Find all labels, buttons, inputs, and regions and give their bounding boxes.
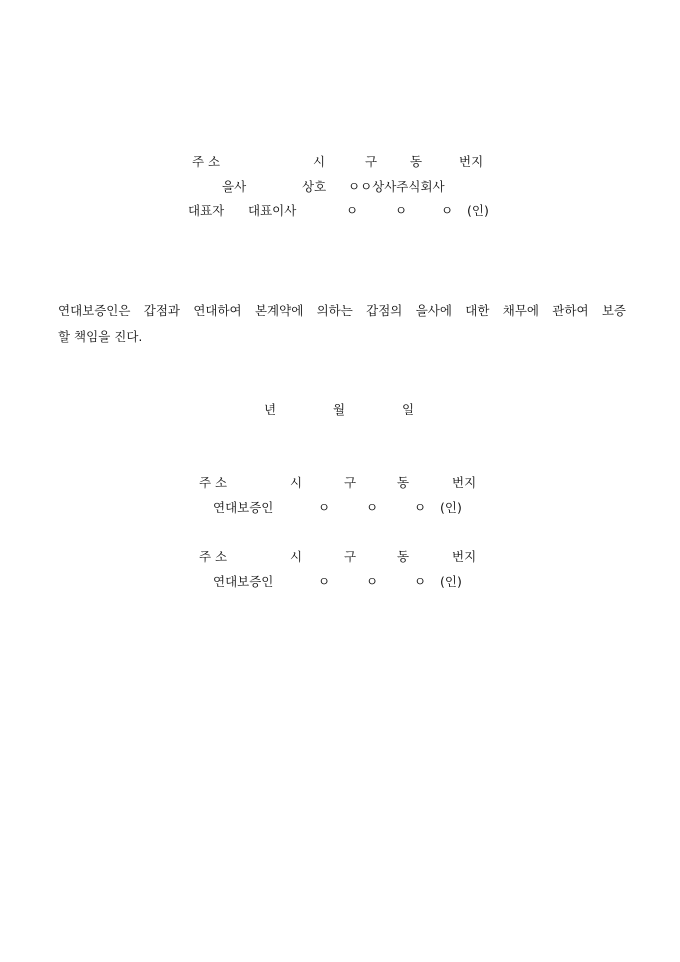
date-month: 월 [333, 402, 346, 417]
rep-title: 대표이사 [248, 203, 297, 218]
rep-name-2: ㅇ [395, 203, 408, 218]
rep-label: 대표자 [188, 203, 225, 218]
guarantor-2-name-1: ㅇ [318, 574, 331, 589]
address-label: 주 소 [192, 154, 221, 169]
guarantor-1-name-1: ㅇ [318, 500, 331, 515]
clause-line-2: 할 책임을 진다. [58, 329, 143, 344]
date-day: 일 [402, 402, 415, 417]
date-year: 년 [264, 402, 277, 417]
guarantor-2-dong: 동 [397, 549, 410, 564]
guarantor-1-name-2: ㅇ [366, 500, 379, 515]
guarantee-clause [58, 298, 626, 350]
guarantor-2-label: 연대보증인 [213, 574, 274, 589]
address-gu: 구 [365, 154, 378, 169]
guarantor-1-si: 시 [290, 475, 303, 490]
guarantor-2-address-label: 주 소 [199, 549, 228, 564]
rep-name-3: ㅇ [441, 203, 454, 218]
trade-name-label: 상호 [302, 179, 327, 194]
rep-name-1: ㅇ [346, 203, 359, 218]
guarantor-2-name-3: ㅇ [414, 574, 427, 589]
rep-seal: (인) [467, 203, 489, 218]
guarantor-2-beonji: 번지 [452, 549, 477, 564]
guarantor-2-name-2: ㅇ [366, 574, 379, 589]
guarantor-1-gu: 구 [344, 475, 357, 490]
guarantor-1-seal: (인) [440, 500, 462, 515]
address-beonji: 번지 [459, 154, 484, 169]
guarantor-2-seal: (인) [440, 574, 462, 589]
guarantor-1-address-label: 주 소 [199, 475, 228, 490]
guarantor-2-gu: 구 [344, 549, 357, 564]
guarantor-1-dong: 동 [397, 475, 410, 490]
clause-line-1: 연대보증인은 갑점과 연대하여 본계약에 의하는 갑점의 을사에 대한 채무에 관하여 보증 [58, 303, 626, 318]
address-si: 시 [313, 154, 326, 169]
trade-name-value: ㅇㅇ상사주식회사 [348, 179, 445, 194]
guarantor-2-si: 시 [290, 549, 303, 564]
party-label: 을사 [222, 179, 247, 194]
address-dong: 동 [410, 154, 423, 169]
guarantor-1-beonji: 번지 [452, 475, 477, 490]
guarantor-1-label: 연대보증인 [213, 500, 274, 515]
guarantor-1-name-3: ㅇ [414, 500, 427, 515]
